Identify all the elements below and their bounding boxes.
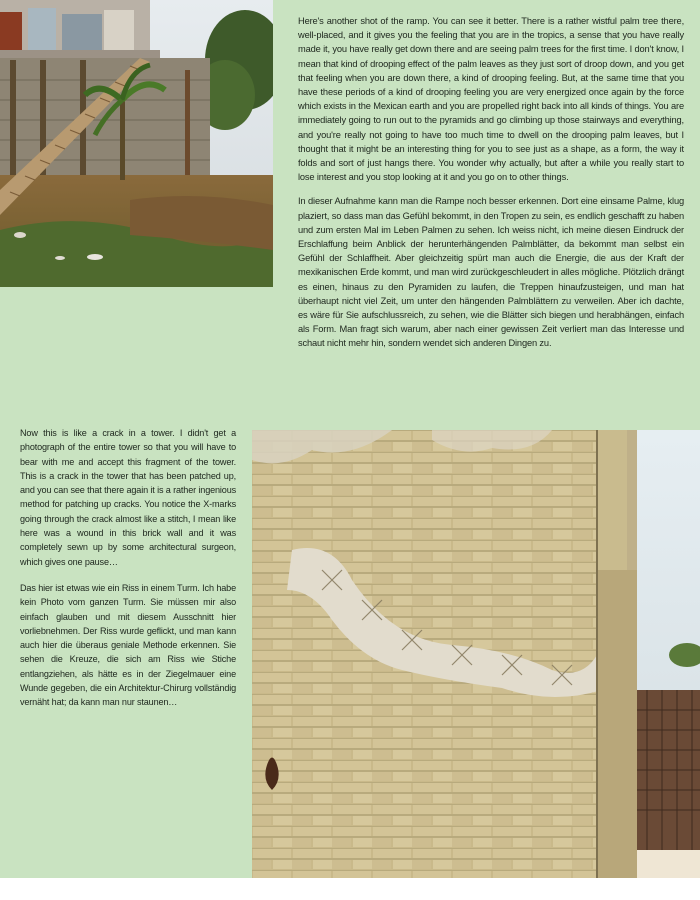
brick-wall-photo — [252, 430, 700, 878]
ramp-text-german: In dieser Aufnahme kann man die Rampe noch besser erkennen. Dort eine einsame Palme, klug plaziert, so dass man das Gefühl bekommt, in den Tropen zu sein, es endlich geschafft zu haben und zum ersten Mal im Leben Palmen zu sehen. Ich weiss nicht, ich meine diesen Eindruck der Erschlaffung beim Anblick der herunterhängenden Palmblätter, da bekommt man selbst ein Gefühl der Schlaffheit. Aber gleichzeitig spürt man auch die Energie, die aus der Kraft der mexikanischen Erde kommt, und man wird zurückgeschleudert in alles mögliche. Plötzlich drängt es einen, hinaus zu den Pyramiden zu laufen, die Treppen hinaufzusteigen, und man hat überhaupt nicht viel Zeit, um unter den hängenden Palmblättern zu verweilen. Aber ich dachte, es wäre für Sie aufschlussreich, zu sehen, wie die Blätter sich biegen und herabhängen, einfach als Form. Man fragt sich warum, aber nach einer gewissen Zeit verliert man das Interesse und schaut nicht mehr hin, sondern wendet sich anderen Dingen zu. — [298, 196, 684, 349]
crack-text — [20, 426, 236, 722]
crack-text-german: Das hier ist etwas wie ein Riss in einem Turm. Ich habe kein Photo vom ganzen Turm. Sie müssen mir also einfach glauben und mit diesem Ausschnitt hier vorliebnehmen. Der Riss wurde geflickt, und man kann auch hier die überaus geniale Methode erkennen. Sie sehen die Kreuze, die sich am Riss wie Stiche entlangziehen, als hätte es in der Ziegelmauer eine Wunde gegeben, die ein Architektur-Chirurg vollständig vernäht hat; da kann man nur staunen… — [20, 582, 236, 708]
ramp-text-english: Here's another shot of the ramp. You can see it better. There is a rather wistful palm tree there, well-placed, and it gives you the feeling that you are in the tropics, a sense that you have really made it, you have really get down there and are seeing palm trees for the first time. I don't know, I mean that kind of drooping effect of the palm leaves as they just sort of droop down, and you get that feeling when you are down there, a kind of drooping feeling. But, at the same time that you have these periods of a kind of drooping feeling you are very energized once again by the force which exists in the Mexican earth and you are propelled right back into all kinds of things. You are immediately going to run out to the pyramids and go climbing up those stairways and everything, and you're really not going to have too much time to dwell on the drooping palm leaves, but I thought that it might be an interesting thing for you to see just as a shape, as a form, the way it folds and sort of just hangs there. You wonder why actually, but after a while you really start to lose interest and you stop looking at it and you go on to other things. — [298, 16, 684, 183]
page-bottom-margin — [0, 878, 700, 900]
brick-wall-photo-icon — [252, 430, 700, 878]
ramp-text — [298, 14, 684, 361]
ramp-photo — [0, 0, 273, 287]
crack-text-english: Now this is like a crack in a tower. I didn't get a photograph of the entire tower so that you will have to bear with me and accept this fragment of the tower. This is a crack in the tower that has been patched up, and you can see that there again it is a rather ingenious method for patching up cracks. You notice the X-marks going through the crack almost like a stitch, I mean like here was a wound in this brick wall and it was completely sewn up by some architectural surgeon, which gives one pause… — [20, 428, 236, 567]
ramp-photo-icon — [0, 0, 273, 287]
